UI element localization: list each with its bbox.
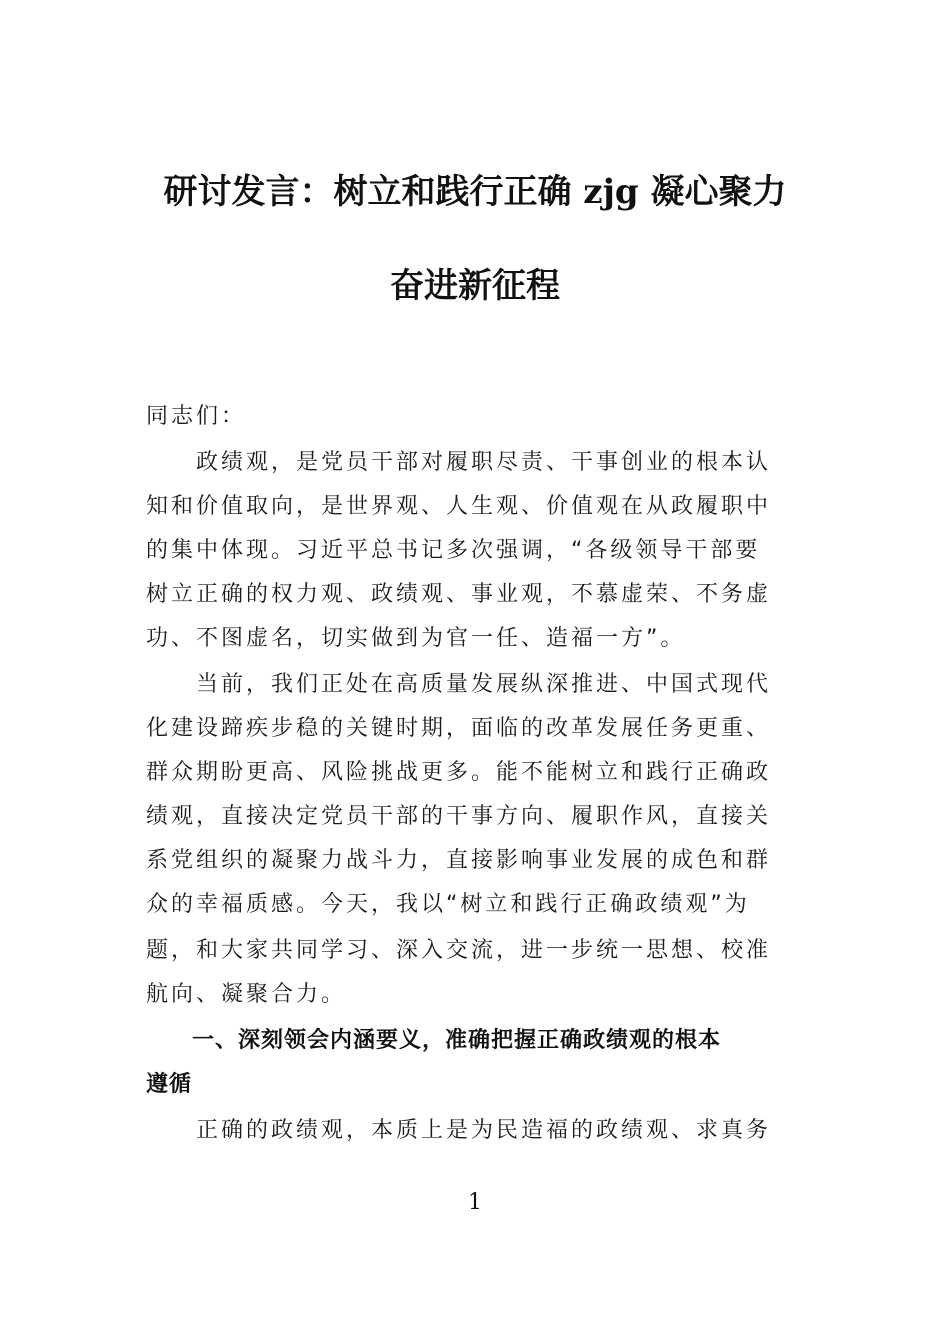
body-line: 众的幸福质感。今天，我以“树立和践行正确政绩观”为 <box>146 892 750 917</box>
body-line: 航向、凝聚合力。 <box>146 982 347 1007</box>
body-line: 绩观，直接决定党员干部的干事方向、履职作风，直接关 <box>146 804 772 829</box>
document-title-line-2: 奋进新征程 <box>390 266 560 306</box>
body-line: 知和价值取向，是世界观、人生观、价值观在从政履职中 <box>146 494 772 519</box>
section-heading-line-2: 遵循 <box>146 1072 193 1097</box>
body-line: 群众期盼更高、风险挑战更多。能不能树立和践行正确政 <box>146 760 772 785</box>
section-heading-line-1: 一、深刻领会内涵要义，准确把握正确政绩观的根本 <box>146 1028 722 1053</box>
body-line: 当前，我们正处在高质量发展纵深推进、中国式现代 <box>146 672 772 697</box>
page-number: 1 <box>468 1190 482 1215</box>
body-line: 题，和大家共同学习、深入交流，进一步统一思想、校准 <box>146 938 772 963</box>
body-line: 化建设蹄疾步稳的关键时期，面临的改革发展任务更重、 <box>146 716 772 741</box>
body-line: 功、不图虚名，切实做到为官一任、造福一方”。 <box>146 626 686 651</box>
body-line: 的集中体现。习近平总书记多次强调，“各级领导干部要 <box>146 538 761 563</box>
body-line: 树立正确的权力观、政绩观、事业观，不慕虚荣、不务虚 <box>146 582 772 607</box>
body-line: 正确的政绩观，本质上是为民造福的政绩观、求真务 <box>146 1118 772 1143</box>
body-line: 政绩观，是党员干部对履职尽责、干事创业的根本认 <box>146 450 772 475</box>
body-line: 系党组织的凝聚力战斗力，直接影响事业发展的成色和群 <box>146 848 772 873</box>
document-title-line-1: 研讨发言：树立和践行正确 zjg 凝心聚力 <box>163 172 787 212</box>
greeting: 同志们： <box>146 404 247 429</box>
